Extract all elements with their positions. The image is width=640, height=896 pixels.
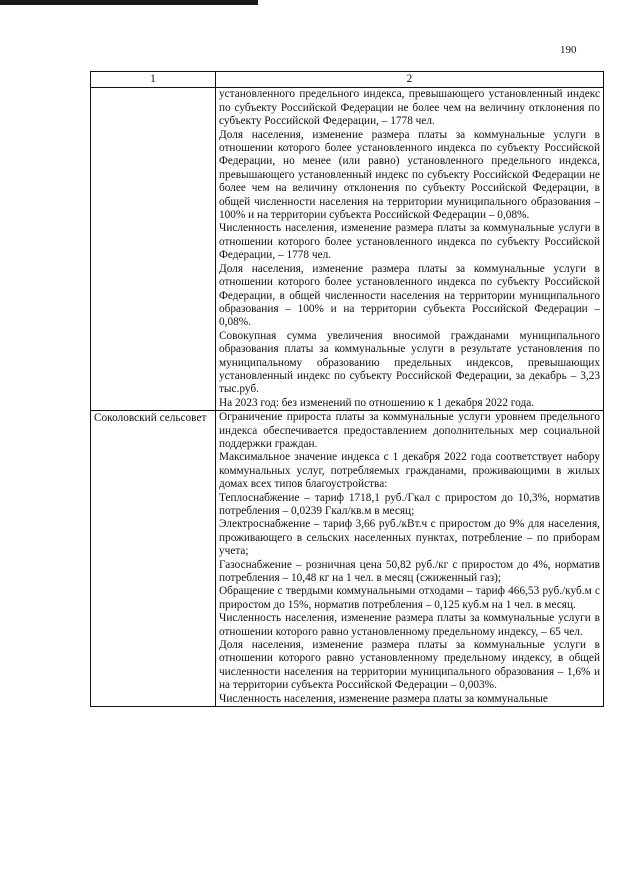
paragraph: Максимальное значение индекса с 1 декабря 2022 года соответствует набору коммунальных услуг, потребляемых гражданами, проживающими в жилых домах всех типов благоустройства: [219,451,600,491]
paragraph: Электроснабжение – тариф 3,66 руб./кВт.ч с приростом до 9% для населения, проживающего в сельских населенных пунктах, потребление – по приборам учета; [219,518,600,558]
scan-edge-bar [0,0,258,5]
column-header-1: 1 [91,72,216,88]
table-header-row [91,72,604,88]
table-row [91,88,604,411]
paragraph: Доля населения, изменение размера платы за коммунальные услуги в отношении которого более установленного индекса по субъекту Российской Федерации, в общей численности населения на территории муниципального образования – 100% и на территории субъекта Российской Федерации – 0,08%. [219,262,600,329]
paragraph: Ограничение прироста платы за коммунальные услуги уровнем предельного индекса обеспечивается предоставлением дополнительных мер социальной поддержки граждан. [219,411,600,450]
paragraph: установленного предельного индекса, превышающего установленный индекс по субъекту Российской Федерации не более чем на величину отклонения по субъекту Российской Федерации, – 1778 чел. [219,88,600,128]
paragraph: Газоснабжение – розничная цена 50,82 руб./кг с приростом до 4%, норматив потребления – 10,48 кг на 1 чел. в месяц (сжиженный газ); [219,558,600,585]
table-row [91,411,604,707]
page-number: 190 [560,44,577,56]
paragraph: На 2023 год: без изменений по отношению к 1 декабря 2022 года. [219,396,535,409]
paragraph: Совокупная сумма увеличения вносимой гражданами муниципального образования платы за коммунальные услуги в результате установления по муниципальному образованию предельных индексов, превышающих установленный индекс по субъекту Российской Федерации, за декабрь – 3,23 тыс.руб. [219,329,600,396]
paragraph: Численность населения, изменение размера платы за коммунальные [219,692,548,705]
paragraph: Численность населения, изменение размера платы за коммунальные услуги в отношении которого равно установленному предельному индексу, – 65 чел. [219,612,600,638]
paragraph: Доля населения, изменение размера платы за коммунальные услуги в отношении которого более установленного индекса по субъекту Российской Федерации, но менее (или равно) установленного предельного индекса, превышающего установленный индекс по субъекту Российской Федерации не более чем на величину отклонения по субъекту Российской Федерации, в общей численности населения на территории муниципального образования – 100% и на территории субъекта Российской Федерации – 0,08%. [219,128,600,222]
tariff-table [90,71,604,707]
paragraph: Численность населения, изменение размера платы за коммунальные услуги в отношении которого более установленного индекса по субъекту Российской Федерации, – 1778 чел. [219,222,600,262]
column-header-2: 2 [216,72,604,88]
paragraph: Обращение с твердыми коммунальными отходами – тариф 466,53 руб./куб.м с приростом до 15%, норматив потребления – 0,125 куб.м на 1 чел. в месяц. [219,585,600,611]
place-cell [91,88,216,411]
description-cell [216,88,604,411]
place-cell: Соколовский сельсовет [91,411,216,707]
paragraph: Теплоснабжение – тариф 1718,1 руб./Гкал с приростом до 10,3%, норматив потребления – 0,0239 Гкал/кв.м в месяц; [219,491,600,517]
paragraph: Доля населения, изменение размера платы за коммунальные услуги в отношении которого равно установленному предельному индексу, в общей численности населения на территории муниципального образования – 1,6% и на территории субъекта Российской Федерации – 0,003%. [219,639,600,692]
description-cell [216,411,604,707]
